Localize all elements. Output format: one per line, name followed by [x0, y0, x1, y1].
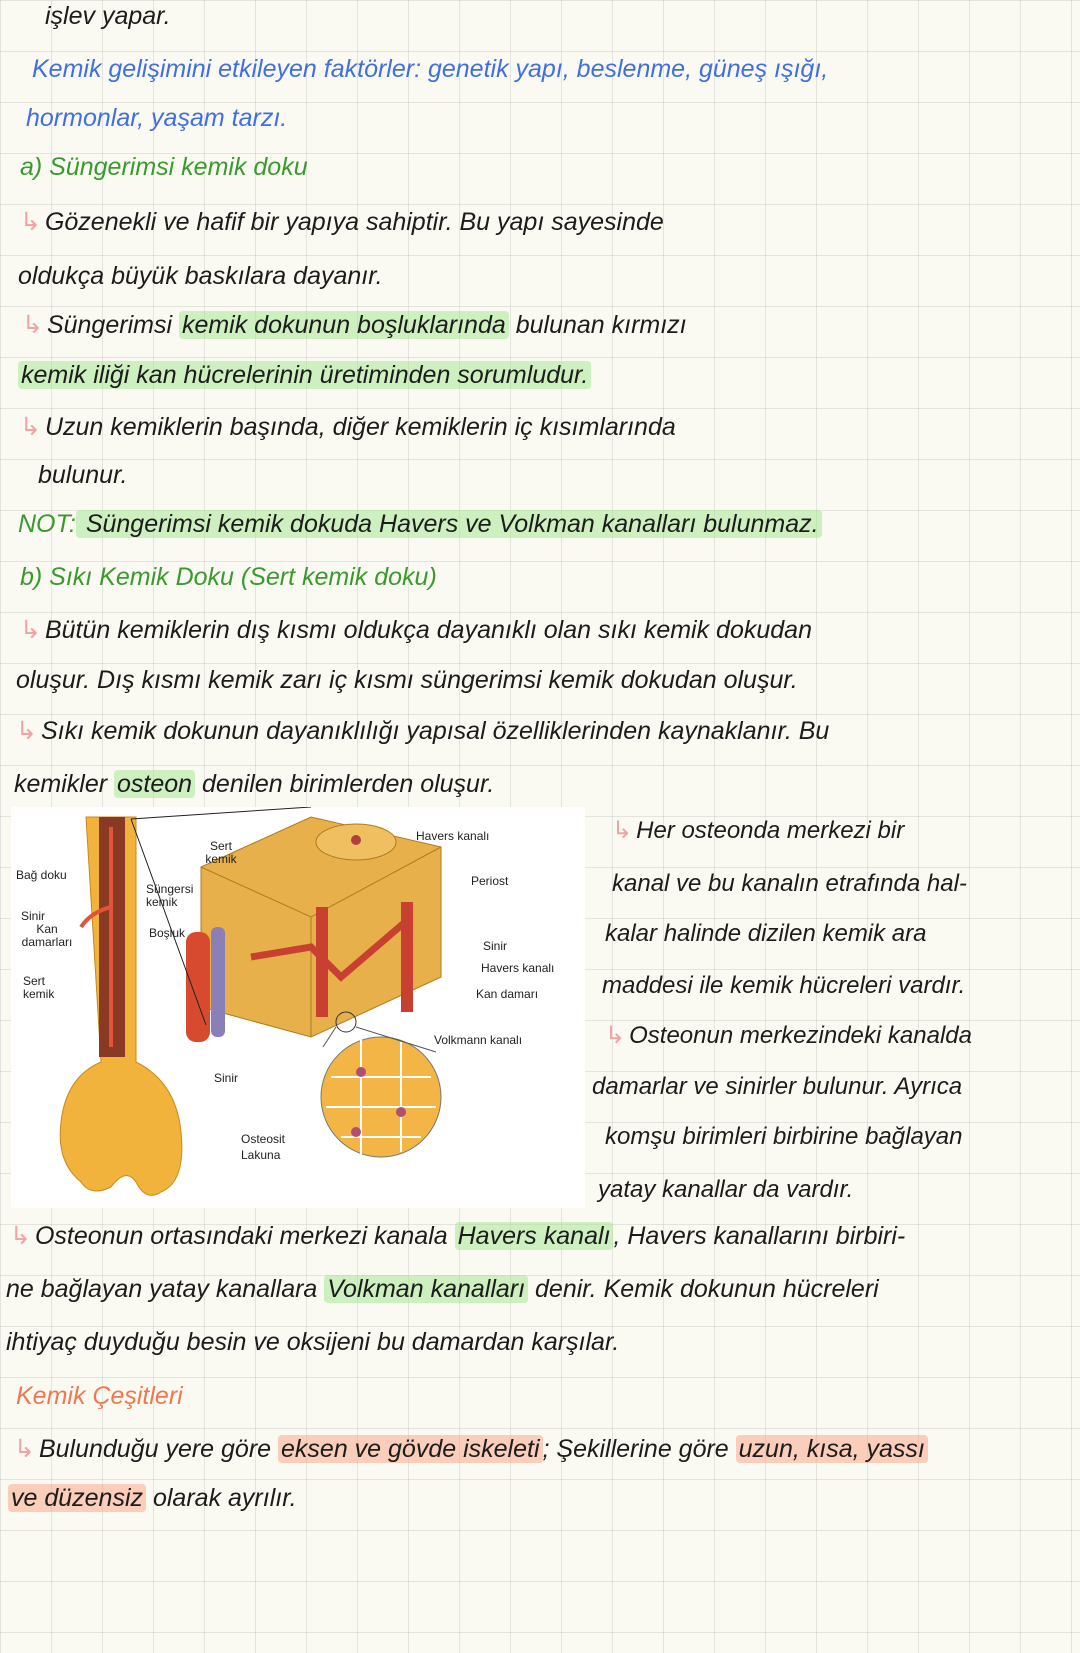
label-bag-doku: Bağ doku — [16, 868, 67, 882]
bullet-arrow-icon: ↳ — [20, 208, 41, 236]
note-text: olarak ayrılır. — [146, 1484, 297, 1512]
note-line — [605, 919, 1072, 949]
bone-structure-diagram — [11, 807, 585, 1208]
note-text: Her osteonda merkezi bir — [636, 817, 905, 844]
note-text: kalar halinde dizilen kemik ara — [605, 920, 927, 947]
note-line — [20, 615, 1072, 645]
note-line — [20, 207, 1072, 237]
note-text: Bütün kemiklerin dış kısmı oldukça dayanıklı olan sıkı kemik dokudan — [44, 616, 812, 644]
note-line — [6, 1327, 1072, 1357]
note-line — [22, 310, 1072, 340]
note-text: komşu birimleri birbirine bağlayan — [605, 1123, 963, 1150]
note-text: , Havers kanallarını birbiri- — [613, 1222, 906, 1250]
note-text: Kemik gelişimini etkileyen faktörler: genetik yapı, beslenme, güneş ışığı, — [32, 55, 829, 83]
note-line — [605, 1021, 1072, 1051]
bullet-arrow-icon: ↳ — [14, 1435, 35, 1463]
note-line — [18, 509, 1072, 539]
note-text: Süngerimsi — [46, 311, 179, 339]
note-text: maddesi ile kemik hücreleri vardır. — [602, 972, 966, 999]
note-text: ; Şekillerine göre — [542, 1435, 736, 1463]
note-line — [38, 460, 1072, 490]
highlighted-text: ve düzensiz — [8, 1484, 146, 1512]
note-text: denilen birimlerden oluşur. — [195, 770, 495, 798]
highlighted-text: Havers kanalı — [455, 1222, 614, 1250]
note-line — [14, 1434, 1072, 1464]
note-text: hormonlar, yaşam tarzı. — [26, 104, 288, 132]
note-text: Sıkı kemik dokunun dayanıklılığı yapısal özelliklerinden kaynaklanır. Bu — [40, 717, 830, 745]
label-kan-damarlari: Kan damarları — [21, 922, 73, 949]
note-text: bulunan kırmızı — [508, 311, 687, 339]
label-havers-top: Havers kanalı — [416, 829, 490, 843]
note-line — [32, 54, 1072, 84]
note-text: işlev yapar. — [45, 2, 171, 30]
label-sinir-bottom: Sinir — [214, 1071, 239, 1085]
note-line — [16, 1381, 1072, 1411]
bullet-arrow-icon: ↳ — [20, 413, 41, 441]
note-text: oldukça büyük baskılara dayanır. — [18, 262, 383, 290]
highlighted-text: kemik dokunun boşluklarında — [179, 311, 509, 339]
note-text: oluşur. Dış kısmı kemik zarı iç kısmı süngerimsi kemik dokudan oluşur. — [16, 666, 798, 694]
note-text: Bulunduğu yere göre — [38, 1435, 279, 1463]
note-line — [612, 816, 1072, 846]
note-line — [612, 869, 1072, 899]
note-text: yatay kanallar da vardır. — [598, 1176, 854, 1203]
note-text: ihtiyaç duyduğu besin ve oksijeni bu damardan karşılar. — [6, 1328, 620, 1356]
label-sinir-right: Sinir — [483, 939, 508, 953]
note-text: Gözenekli ve hafif bir yapıya sahiptir. Bu yapı sayesinde — [44, 208, 664, 236]
highlighted-text: Süngerimsi kemik dokuda Havers ve Volkman kanalları bulunmaz. — [76, 510, 822, 538]
label-kan-damari: Kan damarı — [476, 987, 539, 1001]
label-lakuna: Lakuna — [241, 1148, 281, 1162]
label-periost: Periost — [471, 874, 509, 888]
note-line — [10, 1221, 1072, 1251]
highlighted-text: eksen ve gövde iskeleti — [278, 1435, 542, 1463]
note-line — [16, 716, 1072, 746]
note-text: Osteonun merkezindeki kanalda — [629, 1022, 972, 1049]
note-line — [26, 103, 1072, 133]
bone-illustration — [11, 807, 585, 1208]
highlighted-text: kemik iliği kan hücrelerinin üretiminden sorumludur. — [18, 361, 591, 389]
note-line — [602, 971, 1072, 1001]
note-line — [45, 1, 1072, 31]
note-line — [20, 562, 1072, 592]
note-line — [6, 1274, 1072, 1304]
note-line — [8, 1483, 1072, 1513]
bullet-arrow-icon: ↳ — [612, 817, 633, 844]
bullet-arrow-icon: ↳ — [22, 311, 43, 339]
label-sinir-left: Sinir — [21, 909, 46, 923]
label-havers-right: Havers kanalı — [481, 961, 555, 975]
highlighted-text: osteon — [114, 770, 195, 798]
note-text: kemikler — [14, 770, 115, 798]
bullet-arrow-icon: ↳ — [10, 1222, 31, 1250]
note-text: Kemik Çeşitleri — [16, 1382, 183, 1410]
bullet-arrow-icon: ↳ — [20, 616, 41, 644]
note-line — [605, 1122, 1072, 1152]
bullet-arrow-icon: ↳ — [16, 717, 37, 745]
label-osteosit: Osteosit — [241, 1132, 286, 1146]
note-line — [18, 360, 1072, 390]
note-text: NOT: — [18, 510, 76, 538]
bullet-arrow-icon: ↳ — [605, 1022, 626, 1049]
note-text: Osteonun ortasındaki merkezi kanala — [34, 1222, 455, 1250]
label-bosluk: Boşluk — [149, 926, 186, 940]
label-sert-kemik-top: Sert kemik — [205, 839, 237, 866]
note-text: denir. Kemik dokunun hücreleri — [528, 1275, 879, 1303]
note-line — [598, 1175, 1072, 1205]
label-sungersi-kemik: Süngersi kemik — [146, 882, 194, 909]
label-sert-kemik-left: Sert kemik — [23, 974, 55, 1001]
note-text: a) Süngerimsi kemik doku — [20, 153, 308, 181]
note-text: bulunur. — [38, 461, 128, 489]
note-line — [16, 665, 1072, 695]
note-line — [20, 412, 1072, 442]
highlighted-text: uzun, kısa, yassı — [736, 1435, 928, 1463]
note-line — [18, 261, 1072, 291]
note-line — [20, 152, 1072, 182]
note-line — [592, 1072, 1072, 1102]
note-text: Uzun kemiklerin başında, diğer kemiklerin iç kısımlarında — [44, 413, 676, 441]
note-text: ne bağlayan yatay kanallara — [6, 1275, 325, 1303]
note-text: b) Sıkı Kemik Doku (Sert kemik doku) — [20, 563, 437, 591]
note-line — [14, 769, 1072, 799]
label-volkmann: Volkmann kanalı — [434, 1033, 523, 1047]
highlighted-text: Volkman kanalları — [324, 1275, 528, 1303]
note-text: kanal ve bu kanalın etrafında hal- — [612, 870, 967, 897]
note-text: damarlar ve sinirler bulunur. Ayrıca — [592, 1073, 963, 1100]
